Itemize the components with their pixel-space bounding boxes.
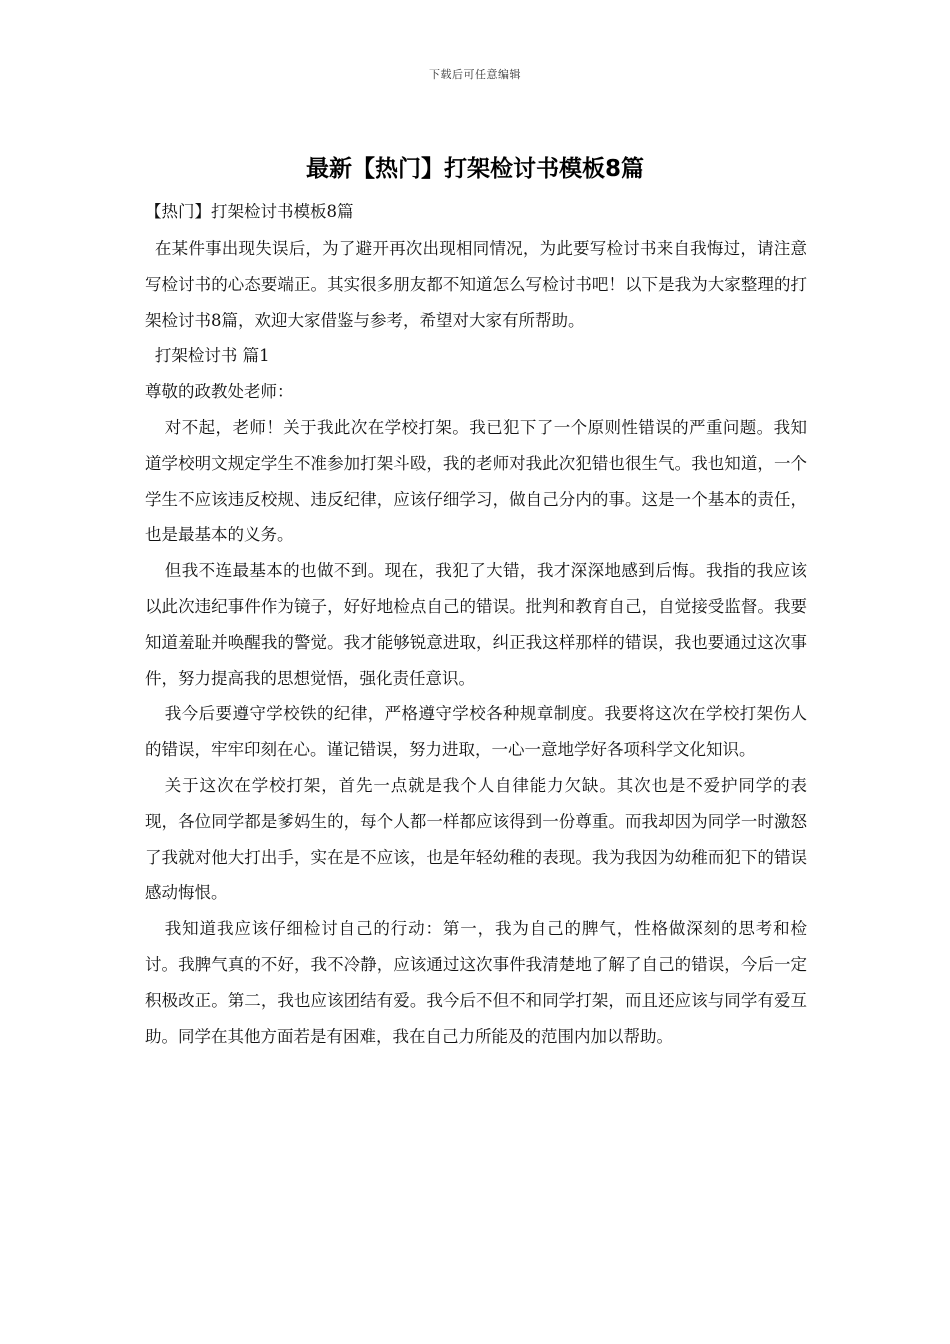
document-body xyxy=(145,198,807,1054)
document-subtitle: 【热门】打架检讨书模板8篇 xyxy=(145,202,354,221)
body-paragraph: 对不起，老师！关于我此次在学校打架。我已犯下了一个原则性错误的严重问题。我知道学校明文规定学生不准参加打架斗殴，我的老师对我此次犯错也很生气。我也知道，一个学生不应该违反校规、违反纪律，应该仔细学习，做自己分内的事。这是一个基本的责任，也是最基本的义务。 xyxy=(145,417,807,545)
body-paragraph: 但我不连最基本的也做不到。现在，我犯了大错，我才深深地感到后悔。我指的我应该以此次违纪事件作为镜子，好好地检点自己的错误。批判和教育自己，自觉接受监督。我要知道羞耻并唤醒我的警觉。我才能够锐意进取，纠正我这样那样的错误，我也要通过这次事件，努力提高我的思想觉悟，强化责任意识。 xyxy=(145,561,807,688)
body-paragraph: 我知道我应该仔细检讨自己的行动：第一，我为自己的脾气，性格做深刻的思考和检讨。我脾气真的不好，我不冷静，应该通过这次事件我清楚地了解了自己的错误，今后一定积极改正。第二，我也应该团结有爱。我今后不但不和同学打架，而且还应该与同学有爱互助。同学在其他方面若是有困难，我在自己力所能及的范围内加以帮助。 xyxy=(145,919,807,1046)
body-paragraph: 关于这次在学校打架，首先一点就是我个人自律能力欠缺。其次也是不爱护同学的表现，各位同学都是爹妈生的，每个人都一样都应该得到一份尊重。而我却因为同学一时激怒了我就对他大打出手，实在是不应该，也是年轻幼稚的表现。我为我因为幼稚而犯下的错误感动悔恨。 xyxy=(145,775,807,903)
section-heading: 打架检讨书 篇1 xyxy=(154,346,270,366)
intro-paragraph: 在某件事出现失误后，为了避开再次出现相同情况，为此要写检讨书来自我悔过，请注意写检讨书的心态要端正。其实很多朋友都不知道怎么写检讨书吧！以下是我为大家整理的打架检讨书8篇，欢迎大家借鉴与参考，希望对大家有所帮助。 xyxy=(145,239,807,330)
document-title: 最新【热门】打架检讨书模板8篇 xyxy=(305,156,644,182)
body-paragraph: 我今后要遵守学校铁的纪律，严格遵守学校各种规章制度。我要将这次在学校打架伤人的错误，牢牢印刻在心。谨记错误，努力进取，一心一意地学好各项科学文化知识。 xyxy=(145,704,807,760)
header-note: 下载后可任意编辑 xyxy=(429,68,521,81)
salutation: 尊敬的政教处老师： xyxy=(145,382,294,402)
